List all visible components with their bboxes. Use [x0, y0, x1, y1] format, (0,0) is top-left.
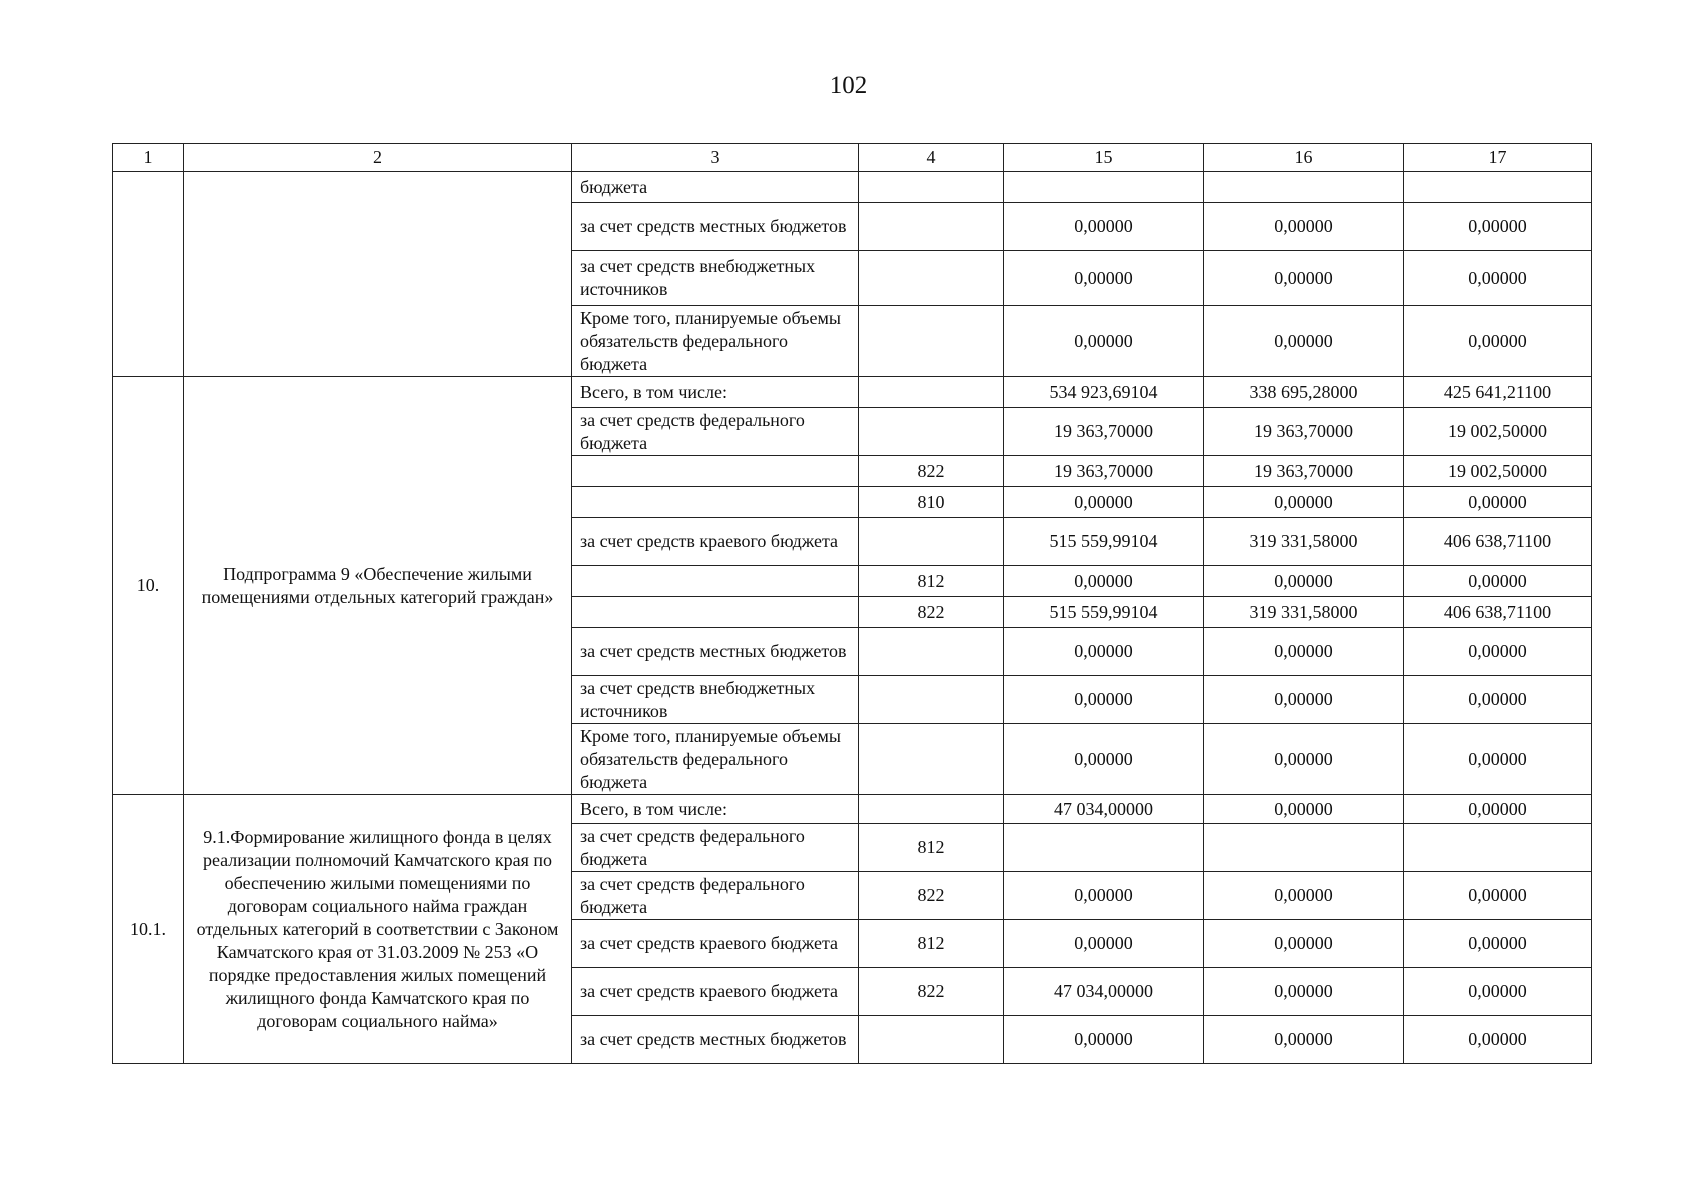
value-17-cell: [1404, 172, 1592, 203]
table-row: [113, 377, 1592, 408]
value-15-cell: [1004, 824, 1204, 872]
program-name-cell: [184, 172, 572, 377]
value-16-cell: 338 695,28000: [1204, 377, 1404, 408]
code-cell: 822: [859, 456, 1004, 487]
value-15-cell: 47 034,00000: [1004, 795, 1204, 824]
value-16-cell: 0,00000: [1204, 795, 1404, 824]
code-cell: [859, 172, 1004, 203]
value-16-cell: 0,00000: [1204, 566, 1404, 597]
funding-source-cell: за счет средств местных бюджетов: [572, 203, 859, 251]
value-17-cell: [1404, 824, 1592, 872]
funding-source-cell: Кроме того, планируемые объемы обязательств федерального бюджета: [572, 724, 859, 795]
value-15-cell: 515 559,99104: [1004, 518, 1204, 566]
code-cell: 810: [859, 487, 1004, 518]
header-cell: 15: [1004, 144, 1204, 172]
header-row: [113, 144, 1592, 172]
header-cell: 2: [184, 144, 572, 172]
value-15-cell: 534 923,69104: [1004, 377, 1204, 408]
funding-source-cell: за счет средств федерального бюджета: [572, 408, 859, 456]
funding-source-cell: [572, 456, 859, 487]
value-16-cell: 0,00000: [1204, 203, 1404, 251]
value-17-cell: 0,00000: [1404, 795, 1592, 824]
code-cell: 812: [859, 824, 1004, 872]
code-cell: [859, 306, 1004, 377]
value-16-cell: 0,00000: [1204, 920, 1404, 968]
code-cell: 822: [859, 968, 1004, 1016]
funding-source-cell: за счет средств федерального бюджета: [572, 824, 859, 872]
value-16-cell: 0,00000: [1204, 251, 1404, 306]
value-16-cell: 19 363,70000: [1204, 456, 1404, 487]
value-16-cell: [1204, 824, 1404, 872]
value-17-cell: 0,00000: [1404, 628, 1592, 676]
value-15-cell: [1004, 172, 1204, 203]
value-15-cell: 0,00000: [1004, 203, 1204, 251]
value-17-cell: 406 638,71100: [1404, 597, 1592, 628]
code-cell: [859, 377, 1004, 408]
value-16-cell: 19 363,70000: [1204, 408, 1404, 456]
funding-source-cell: за счет средств федерального бюджета: [572, 872, 859, 920]
funding-source-cell: за счет средств краевого бюджета: [572, 920, 859, 968]
code-cell: [859, 518, 1004, 566]
funding-source-cell: за счет средств краевого бюджета: [572, 518, 859, 566]
funding-source-cell: бюджета: [572, 172, 859, 203]
funding-source-cell: Кроме того, планируемые объемы обязательств федерального бюджета: [572, 306, 859, 377]
header-cell: 3: [572, 144, 859, 172]
code-cell: [859, 676, 1004, 724]
value-17-cell: 0,00000: [1404, 968, 1592, 1016]
row-number-cell: [113, 172, 184, 377]
code-cell: [859, 1016, 1004, 1064]
value-17-cell: 0,00000: [1404, 872, 1592, 920]
funding-source-cell: [572, 566, 859, 597]
code-cell: [859, 724, 1004, 795]
value-15-cell: 0,00000: [1004, 676, 1204, 724]
code-cell: [859, 408, 1004, 456]
value-17-cell: 0,00000: [1404, 251, 1592, 306]
value-16-cell: 0,00000: [1204, 724, 1404, 795]
funding-source-cell: за счет средств краевого бюджета: [572, 968, 859, 1016]
value-15-cell: 0,00000: [1004, 628, 1204, 676]
value-17-cell: 425 641,21100: [1404, 377, 1592, 408]
code-cell: 822: [859, 872, 1004, 920]
funding-source-cell: за счет средств местных бюджетов: [572, 628, 859, 676]
value-17-cell: 0,00000: [1404, 676, 1592, 724]
funding-source-cell: Всего, в том числе:: [572, 377, 859, 408]
row-number-cell: 10.1.: [113, 795, 184, 1064]
value-17-cell: 19 002,50000: [1404, 456, 1592, 487]
value-16-cell: 0,00000: [1204, 487, 1404, 518]
value-15-cell: 0,00000: [1004, 306, 1204, 377]
value-17-cell: 0,00000: [1404, 920, 1592, 968]
value-16-cell: 0,00000: [1204, 968, 1404, 1016]
value-17-cell: 0,00000: [1404, 566, 1592, 597]
value-15-cell: 0,00000: [1004, 487, 1204, 518]
value-16-cell: 0,00000: [1204, 306, 1404, 377]
header-cell: 17: [1404, 144, 1592, 172]
value-16-cell: 0,00000: [1204, 1016, 1404, 1064]
value-17-cell: 19 002,50000: [1404, 408, 1592, 456]
value-17-cell: 0,00000: [1404, 487, 1592, 518]
header-cell: 1: [113, 144, 184, 172]
funding-source-cell: за счет средств внебюджетных источников: [572, 251, 859, 306]
value-16-cell: 0,00000: [1204, 628, 1404, 676]
value-15-cell: 0,00000: [1004, 872, 1204, 920]
value-15-cell: 47 034,00000: [1004, 968, 1204, 1016]
table-row: [113, 172, 1592, 203]
code-cell: [859, 628, 1004, 676]
value-17-cell: 0,00000: [1404, 1016, 1592, 1064]
program-name-cell: 9.1.Формирование жилищного фонда в целях реализации полномочий Камчатского края по обеспечению жилыми помещениями по договорам социального найма граждан отдельных категорий в соответствии с Законом Камчатского края от 31.03.2009 № 253 «О порядке предоставления жилых помещений жилищного фонда Камчатского края по договорам социального найма»: [184, 795, 572, 1064]
value-16-cell: 319 331,58000: [1204, 597, 1404, 628]
value-15-cell: 0,00000: [1004, 251, 1204, 306]
budget-table: [112, 143, 1592, 1064]
header-cell: 16: [1204, 144, 1404, 172]
table-row: [113, 795, 1592, 824]
code-cell: [859, 203, 1004, 251]
value-15-cell: 0,00000: [1004, 920, 1204, 968]
value-17-cell: 0,00000: [1404, 724, 1592, 795]
funding-source-cell: Всего, в том числе:: [572, 795, 859, 824]
row-number-cell: 10.: [113, 377, 184, 795]
funding-source-cell: за счет средств местных бюджетов: [572, 1016, 859, 1064]
value-17-cell: 406 638,71100: [1404, 518, 1592, 566]
funding-source-cell: за счет средств внебюджетных источников: [572, 676, 859, 724]
value-15-cell: 19 363,70000: [1004, 408, 1204, 456]
value-15-cell: 515 559,99104: [1004, 597, 1204, 628]
code-cell: 822: [859, 597, 1004, 628]
value-15-cell: 0,00000: [1004, 566, 1204, 597]
header-cell: 4: [859, 144, 1004, 172]
value-15-cell: 0,00000: [1004, 724, 1204, 795]
funding-source-cell: [572, 597, 859, 628]
program-name-cell: Подпрограмма 9 «Обеспечение жилыми помещениями отдельных категорий граждан»: [184, 377, 572, 795]
code-cell: 812: [859, 566, 1004, 597]
value-16-cell: 0,00000: [1204, 872, 1404, 920]
value-15-cell: 19 363,70000: [1004, 456, 1204, 487]
value-16-cell: 0,00000: [1204, 676, 1404, 724]
value-17-cell: 0,00000: [1404, 203, 1592, 251]
funding-source-cell: [572, 487, 859, 518]
code-cell: 812: [859, 920, 1004, 968]
value-17-cell: 0,00000: [1404, 306, 1592, 377]
value-16-cell: 319 331,58000: [1204, 518, 1404, 566]
code-cell: [859, 251, 1004, 306]
code-cell: [859, 795, 1004, 824]
value-15-cell: 0,00000: [1004, 1016, 1204, 1064]
page-number: 102: [829, 72, 868, 99]
value-16-cell: [1204, 172, 1404, 203]
